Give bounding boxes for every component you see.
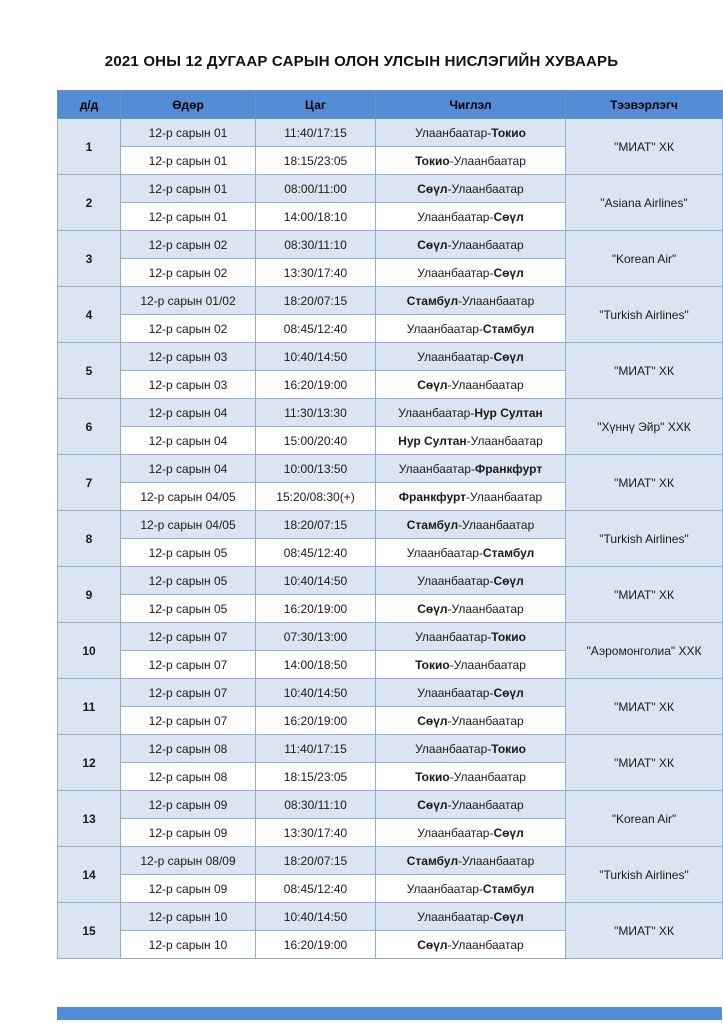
- flight-date-cell: 12-р сарын 07: [121, 651, 256, 679]
- page-title: 2021 ОНЫ 12 ДУГААР САРЫН ОЛОН УЛСЫН НИСЛЭГИЙН ХУВААРЬ: [104, 53, 619, 70]
- route-city-bold: Сөүл: [493, 209, 524, 224]
- flight-route-cell: [376, 343, 566, 371]
- carrier-cell: "Korean Air": [566, 791, 723, 847]
- flight-time-cell: 10:40/14:50: [256, 679, 376, 707]
- flight-route-cell: [376, 623, 566, 651]
- route-text: -Улаанбаатар: [449, 769, 526, 784]
- flight-date-cell: 12-р сарын 01/02: [121, 287, 256, 315]
- flight-row: [58, 175, 723, 203]
- flight-row: [58, 679, 723, 707]
- carrier-cell: "Korean Air": [566, 231, 723, 287]
- flight-row: [58, 119, 723, 147]
- flight-time-cell: 11:30/13:30: [256, 399, 376, 427]
- route-city-bold: Стамбул: [482, 321, 535, 336]
- row-number-cell: 5: [58, 343, 121, 399]
- column-header-day: Өдөр: [121, 91, 256, 119]
- flight-route-cell: [376, 791, 566, 819]
- flight-date-cell: 12-р сарын 05: [121, 567, 256, 595]
- flight-time-cell: 10:40/14:50: [256, 343, 376, 371]
- route-city-bold: Токио: [415, 153, 450, 168]
- flight-time-cell: 10:40/14:50: [256, 567, 376, 595]
- route-text: -Улаанбаатар: [449, 657, 526, 672]
- flight-time-cell: 18:15/23:05: [256, 147, 376, 175]
- route-text: -Улаанбаатар: [458, 293, 535, 308]
- flight-route-cell: [376, 231, 566, 259]
- flight-schedule-table: [57, 90, 723, 959]
- flight-time-cell: 08:00/11:00: [256, 175, 376, 203]
- flight-date-cell: 12-р сарын 04: [121, 399, 256, 427]
- flight-date-cell: 12-р сарын 07: [121, 679, 256, 707]
- flight-route-cell: [376, 595, 566, 623]
- route-text: -Улаанбаатар: [447, 237, 524, 252]
- carrier-cell: "Turkish Airlines": [566, 287, 723, 343]
- route-city-bold: Франкфурт: [474, 461, 543, 476]
- row-number-cell: 11: [58, 679, 121, 735]
- flight-row: [58, 399, 723, 427]
- flight-time-cell: 10:00/13:50: [256, 455, 376, 483]
- flight-date-cell: 12-р сарын 01: [121, 119, 256, 147]
- route-city-bold: Сөүл: [417, 713, 448, 728]
- row-number-cell: 2: [58, 175, 121, 231]
- carrier-cell: "МИАТ" ХК: [566, 119, 723, 175]
- row-number-cell: 8: [58, 511, 121, 567]
- row-number-cell: 10: [58, 623, 121, 679]
- flight-route-cell: [376, 511, 566, 539]
- row-number-cell: 14: [58, 847, 121, 903]
- flight-date-cell: 12-р сарын 04/05: [121, 483, 256, 511]
- flight-row: [58, 511, 723, 539]
- row-number-cell: 12: [58, 735, 121, 791]
- flight-route-cell: [376, 875, 566, 903]
- flight-date-cell: 12-р сарын 04: [121, 455, 256, 483]
- flight-table-body: [58, 119, 723, 959]
- flight-time-cell: 08:45/12:40: [256, 539, 376, 567]
- route-text: Улаанбаатар-: [417, 685, 494, 700]
- flight-time-cell: 16:20/19:00: [256, 931, 376, 959]
- flight-date-cell: 12-р сарын 02: [121, 259, 256, 287]
- route-city-bold: Франкфурт: [398, 489, 467, 504]
- flight-date-cell: 12-р сарын 09: [121, 819, 256, 847]
- flight-time-cell: 18:20/07:15: [256, 511, 376, 539]
- flight-time-cell: 15:20/08:30(+): [256, 483, 376, 511]
- carrier-cell: "МИАТ" ХК: [566, 455, 723, 511]
- carrier-cell: "Turkish Airlines": [566, 511, 723, 567]
- flight-row: [58, 847, 723, 875]
- route-text: Улаанбаатар-: [398, 405, 475, 420]
- flight-date-cell: 12-р сарын 03: [121, 371, 256, 399]
- column-header-time: Цаг: [256, 91, 376, 119]
- route-city-bold: Токио: [415, 769, 450, 784]
- flight-route-cell: [376, 735, 566, 763]
- route-city-bold: Сөүл: [417, 181, 448, 196]
- route-city-bold: Сөүл: [493, 909, 524, 924]
- flight-time-cell: 13:30/17:40: [256, 259, 376, 287]
- route-city-bold: Сөүл: [493, 349, 524, 364]
- flight-time-cell: 15:00/20:40: [256, 427, 376, 455]
- flight-time-cell: 11:40/17:15: [256, 735, 376, 763]
- carrier-cell: "Аэромонголиа" ХХК: [566, 623, 723, 679]
- flight-date-cell: 12-р сарын 04/05: [121, 511, 256, 539]
- flight-time-cell: 14:00/18:50: [256, 651, 376, 679]
- flight-time-cell: 16:20/19:00: [256, 595, 376, 623]
- route-text: Улаанбаатар-: [415, 629, 492, 644]
- flight-time-cell: 18:20/07:15: [256, 847, 376, 875]
- row-number-cell: 7: [58, 455, 121, 511]
- flight-route-cell: [376, 651, 566, 679]
- flight-time-cell: 08:30/11:10: [256, 791, 376, 819]
- flight-route-cell: [376, 819, 566, 847]
- route-city-bold: Сөүл: [493, 685, 524, 700]
- route-text: -Улаанбаатар: [447, 797, 524, 812]
- route-text: Улаанбаатар-: [417, 825, 494, 840]
- route-text: -Улаанбаатар: [447, 377, 524, 392]
- flight-time-cell: 16:20/19:00: [256, 707, 376, 735]
- carrier-cell: "МИАТ" ХК: [566, 735, 723, 791]
- route-city-bold: Сөүл: [493, 573, 524, 588]
- route-city-bold: Стамбул: [482, 545, 535, 560]
- route-city-bold: Сөүл: [493, 265, 524, 280]
- flight-route-cell: [376, 931, 566, 959]
- route-city-bold: Сөүл: [493, 825, 524, 840]
- flight-row: [58, 343, 723, 371]
- flight-time-cell: 07:30/13:00: [256, 623, 376, 651]
- route-city-bold: Нур Султан: [398, 433, 467, 448]
- flight-route-cell: [376, 287, 566, 315]
- flight-route-cell: [376, 371, 566, 399]
- route-city-bold: Токио: [415, 657, 450, 672]
- flight-route-cell: [376, 147, 566, 175]
- route-text: -Улаанбаатар: [458, 853, 535, 868]
- flight-time-cell: 13:30/17:40: [256, 819, 376, 847]
- route-text: Улаанбаатар-: [406, 881, 483, 896]
- row-number-cell: 1: [58, 119, 121, 175]
- next-page-table-top-strip: [57, 1007, 722, 1020]
- flight-date-cell: 12-р сарын 08/09: [121, 847, 256, 875]
- route-city-bold: Стамбул: [406, 293, 459, 308]
- route-text: -Улаанбаатар: [449, 153, 526, 168]
- route-text: Улаанбаатар-: [415, 741, 492, 756]
- route-text: -Улаанбаатар: [466, 489, 543, 504]
- flight-time-cell: 10:40/14:50: [256, 903, 376, 931]
- flight-route-cell: [376, 427, 566, 455]
- row-number-cell: 4: [58, 287, 121, 343]
- table-header-row: [58, 91, 723, 119]
- row-number-cell: 13: [58, 791, 121, 847]
- flight-date-cell: 12-р сарын 09: [121, 875, 256, 903]
- route-text: Улаанбаатар-: [398, 461, 475, 476]
- flight-time-cell: 11:40/17:15: [256, 119, 376, 147]
- row-number-cell: 3: [58, 231, 121, 287]
- flight-route-cell: [376, 679, 566, 707]
- flight-date-cell: 12-р сарын 05: [121, 595, 256, 623]
- row-number-cell: 6: [58, 399, 121, 455]
- flight-date-cell: 12-р сарын 10: [121, 903, 256, 931]
- flight-time-cell: 16:20/19:00: [256, 371, 376, 399]
- route-city-bold: Токио: [491, 741, 526, 756]
- column-header-carrier: Тээвэрлэгч: [566, 91, 723, 119]
- flight-row: [58, 735, 723, 763]
- flight-row: [58, 623, 723, 651]
- route-city-bold: Сөүл: [417, 601, 448, 616]
- flight-date-cell: 12-р сарын 07: [121, 707, 256, 735]
- flight-time-cell: 08:30/11:10: [256, 231, 376, 259]
- route-text: -Улаанбаатар: [447, 713, 524, 728]
- route-city-bold: Сөүл: [417, 377, 448, 392]
- carrier-cell: "МИАТ" ХК: [566, 567, 723, 623]
- route-city-bold: Стамбул: [482, 881, 535, 896]
- flight-time-cell: 18:20/07:15: [256, 287, 376, 315]
- flight-route-cell: [376, 259, 566, 287]
- route-city-bold: Стамбул: [406, 517, 459, 532]
- route-city-bold: Сөүл: [417, 237, 448, 252]
- route-city-bold: Сөүл: [417, 797, 448, 812]
- flight-date-cell: 12-р сарын 08: [121, 735, 256, 763]
- route-text: Улаанбаатар-: [417, 573, 494, 588]
- route-text: -Улаанбаатар: [458, 517, 535, 532]
- flight-date-cell: 12-р сарын 01: [121, 147, 256, 175]
- flight-route-cell: [376, 203, 566, 231]
- row-number-cell: 9: [58, 567, 121, 623]
- flight-route-cell: [376, 539, 566, 567]
- flight-row: [58, 287, 723, 315]
- flight-time-cell: 18:15/23:05: [256, 763, 376, 791]
- route-text: Улаанбаатар-: [417, 909, 494, 924]
- flight-date-cell: 12-р сарын 02: [121, 315, 256, 343]
- flight-route-cell: [376, 903, 566, 931]
- route-text: -Улаанбаатар: [447, 181, 524, 196]
- carrier-cell: "МИАТ" ХК: [566, 903, 723, 959]
- flight-route-cell: [376, 567, 566, 595]
- column-header-number: д/д: [58, 91, 121, 119]
- flight-date-cell: 12-р сарын 09: [121, 791, 256, 819]
- flight-date-cell: 12-р сарын 07: [121, 623, 256, 651]
- carrier-cell: "Asiana Airlines": [566, 175, 723, 231]
- route-city-bold: Сөүл: [417, 937, 448, 952]
- flight-date-cell: 12-р сарын 02: [121, 231, 256, 259]
- route-text: Улаанбаатар-: [417, 209, 494, 224]
- route-city-bold: Нур Султан: [474, 405, 543, 420]
- flight-date-cell: 12-р сарын 10: [121, 931, 256, 959]
- route-city-bold: Стамбул: [406, 853, 459, 868]
- flight-route-cell: [376, 175, 566, 203]
- route-text: Улаанбаатар-: [415, 125, 492, 140]
- flight-time-cell: 08:45/12:40: [256, 875, 376, 903]
- route-text: Улаанбаатар-: [406, 545, 483, 560]
- flight-route-cell: [376, 315, 566, 343]
- row-number-cell: 15: [58, 903, 121, 959]
- flight-row: [58, 903, 723, 931]
- carrier-cell: "Turkish Airlines": [566, 847, 723, 903]
- route-text: -Улаанбаатар: [466, 433, 543, 448]
- flight-date-cell: 12-р сарын 01: [121, 203, 256, 231]
- flight-row: [58, 567, 723, 595]
- flight-date-cell: 12-р сарын 05: [121, 539, 256, 567]
- carrier-cell: "МИАТ" ХК: [566, 343, 723, 399]
- flight-route-cell: [376, 707, 566, 735]
- flight-route-cell: [376, 399, 566, 427]
- flight-row: [58, 455, 723, 483]
- route-text: -Улаанбаатар: [447, 601, 524, 616]
- route-text: Улаанбаатар-: [417, 265, 494, 280]
- flight-time-cell: 14:00/18:10: [256, 203, 376, 231]
- flight-route-cell: [376, 483, 566, 511]
- carrier-cell: "Хүннү Эйр" ХХК: [566, 399, 723, 455]
- column-header-direction: Чиглэл: [376, 91, 566, 119]
- carrier-cell: "МИАТ" ХК: [566, 679, 723, 735]
- flight-row: [58, 231, 723, 259]
- flight-route-cell: [376, 763, 566, 791]
- flight-date-cell: 12-р сарын 04: [121, 427, 256, 455]
- flight-date-cell: 12-р сарын 08: [121, 763, 256, 791]
- route-text: -Улаанбаатар: [447, 937, 524, 952]
- route-city-bold: Токио: [491, 629, 526, 644]
- route-text: Улаанбаатар-: [417, 349, 494, 364]
- flight-row: [58, 791, 723, 819]
- flight-route-cell: [376, 455, 566, 483]
- route-city-bold: Токио: [491, 125, 526, 140]
- flight-date-cell: 12-р сарын 01: [121, 175, 256, 203]
- flight-date-cell: 12-р сарын 03: [121, 343, 256, 371]
- flight-route-cell: [376, 119, 566, 147]
- flight-time-cell: 08:45/12:40: [256, 315, 376, 343]
- route-text: Улаанбаатар-: [406, 321, 483, 336]
- flight-route-cell: [376, 847, 566, 875]
